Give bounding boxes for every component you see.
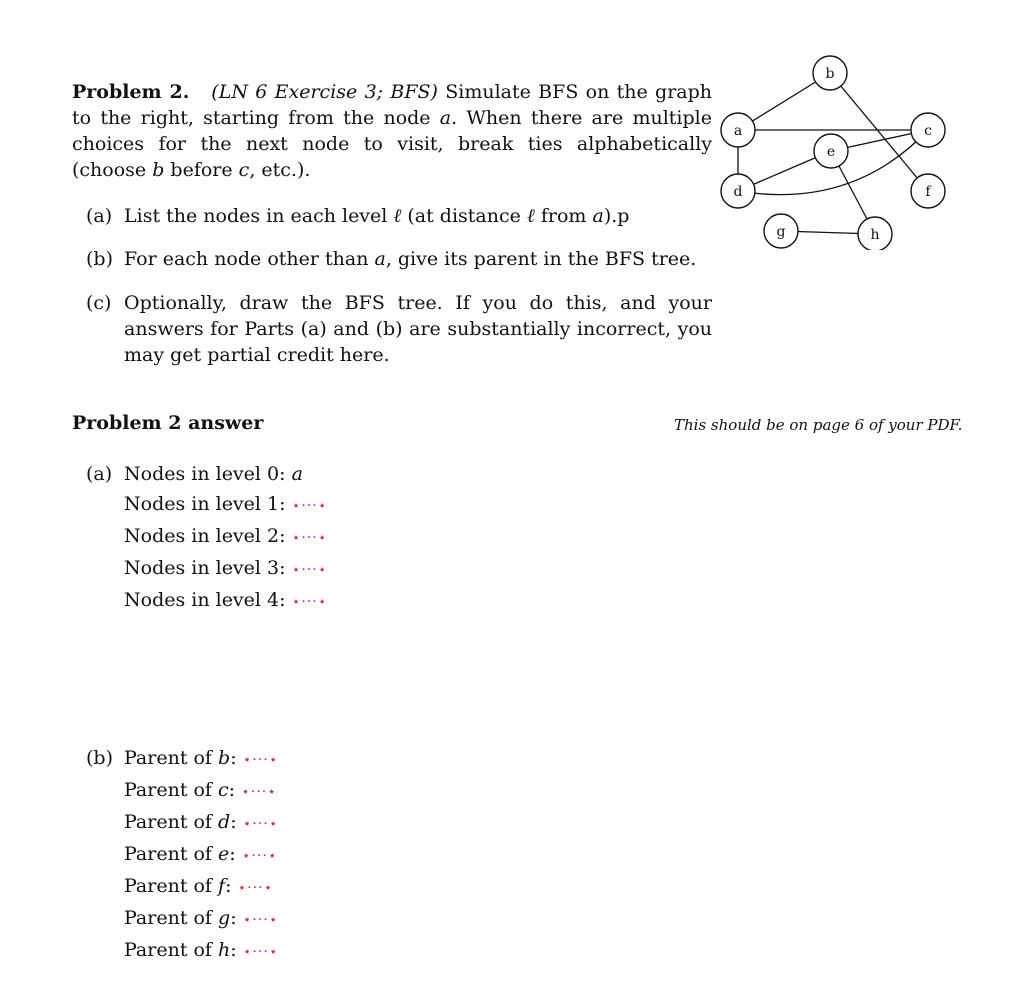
graph-node-labels (734, 66, 933, 243)
level-row (124, 521, 327, 553)
part-a-text-4: ).p (603, 205, 630, 227)
parent-node: c (218, 779, 229, 801)
problem-intro-3: before (164, 159, 239, 181)
var-a: a (592, 205, 604, 227)
node-label-h: h (870, 227, 880, 243)
node-label-f: f (925, 184, 931, 200)
node-label-a: a (733, 123, 743, 139)
answer-levels (124, 459, 327, 617)
placeholder-stars: ⋆···⋆ (242, 912, 279, 928)
var-b: b (152, 159, 165, 181)
var-a: a (374, 248, 386, 270)
level-label: Nodes in level 0: (124, 463, 286, 485)
parent-row: Parent of c: ⋆···⋆ (124, 779, 278, 801)
level-row (124, 553, 327, 585)
part-b-text-2: , give its parent in the BFS tree. (385, 248, 697, 270)
part-b-label: (b) (86, 248, 113, 270)
level-label: Nodes in level 4: (124, 589, 286, 611)
problem-intro-2: . When there are multiple choices for the next node to visit, break ties alphabetically (choose (72, 107, 712, 181)
problem-intro-1: Simulate BFS on the graph to the right, starting from the node (72, 81, 713, 129)
problem-statement (72, 79, 712, 183)
parent-label: Parent of (124, 779, 219, 801)
placeholder-stars: ⋆···⋆ (291, 530, 328, 546)
placeholder-stars: ⋆···⋆ (237, 880, 274, 896)
parent-node: e (218, 843, 230, 865)
problem-title: Problem 2. (72, 81, 190, 103)
parent-label: Parent of (124, 907, 219, 929)
parent-node: d (218, 811, 231, 833)
part-b-text (124, 246, 696, 272)
parent-row: Parent of h: ⋆···⋆ (124, 939, 279, 961)
parent-row: Parent of g: ⋆···⋆ (124, 907, 279, 929)
var-a: a (439, 107, 452, 129)
level-label: Nodes in level 3: (124, 557, 286, 579)
parent-node: h (218, 939, 231, 961)
parent-label: Parent of (124, 811, 219, 833)
placeholder-stars: ⋆···⋆ (291, 562, 328, 578)
parent-label: Parent of (124, 747, 219, 769)
parent-label: Parent of (124, 875, 219, 897)
level-row (124, 459, 327, 489)
node-label-e: e (826, 144, 836, 160)
parent-row: Parent of b: ⋆···⋆ (124, 747, 279, 769)
parent-row: Parent of e: ⋆···⋆ (124, 843, 278, 865)
node-label-c: c (924, 123, 932, 139)
answer-parents (124, 743, 279, 967)
problem-intro-4: , etc.). (249, 159, 311, 181)
parent-row: Parent of d: ⋆···⋆ (124, 811, 279, 833)
parent-node: g (218, 907, 231, 929)
node-label-d: d (733, 184, 743, 200)
level-row (124, 489, 327, 521)
ell-symbol: ℓ (526, 205, 535, 227)
part-c-label: (c) (86, 292, 112, 314)
placeholder-stars: ⋆···⋆ (242, 816, 279, 832)
node-label-b: b (825, 66, 835, 82)
parent-node: b (218, 747, 231, 769)
placeholder-stars: ⋆···⋆ (242, 944, 279, 960)
ell-symbol: ℓ (393, 205, 402, 227)
node-label-g: g (776, 224, 786, 240)
placeholder-stars: ⋆···⋆ (241, 848, 278, 864)
answer-part-a-label: (a) (86, 463, 113, 485)
part-a-text-1: List the nodes in each level (124, 205, 394, 227)
answer-heading: Problem 2 answer (72, 412, 264, 434)
level-value: a (291, 463, 303, 485)
var-c: c (238, 159, 250, 181)
bfs-graph-diagram (712, 50, 952, 250)
part-b-text-1: For each node other than (124, 248, 375, 270)
parent-node: f (218, 875, 226, 897)
parent-label: Parent of (124, 939, 219, 961)
part-a-text-3: from (534, 205, 593, 227)
level-label: Nodes in level 1: (124, 493, 286, 515)
placeholder-stars: ⋆···⋆ (242, 752, 279, 768)
placeholder-stars: ⋆···⋆ (291, 594, 328, 610)
placeholder-stars: ⋆···⋆ (291, 498, 328, 514)
level-label: Nodes in level 2: (124, 525, 286, 547)
parent-row: Parent of f: ⋆···⋆ (124, 875, 274, 897)
problem-source: (LN 6 Exercise 3; BFS) (211, 81, 438, 103)
parent-label: Parent of (124, 843, 219, 865)
level-row (124, 585, 327, 617)
part-a-label: (a) (86, 205, 113, 227)
placeholder-stars: ⋆···⋆ (241, 784, 278, 800)
answer-part-b-label: (b) (86, 747, 113, 769)
part-c-text: Optionally, draw the BFS tree. If you do this, and your answers for Parts (a) and (b) are substantially incorrect, you may get partial credit here. (124, 292, 712, 366)
page-note: This should be on page 6 of your PDF. (674, 416, 963, 434)
part-a-text-2: (at distance (401, 205, 527, 227)
part-a-text (124, 203, 629, 229)
